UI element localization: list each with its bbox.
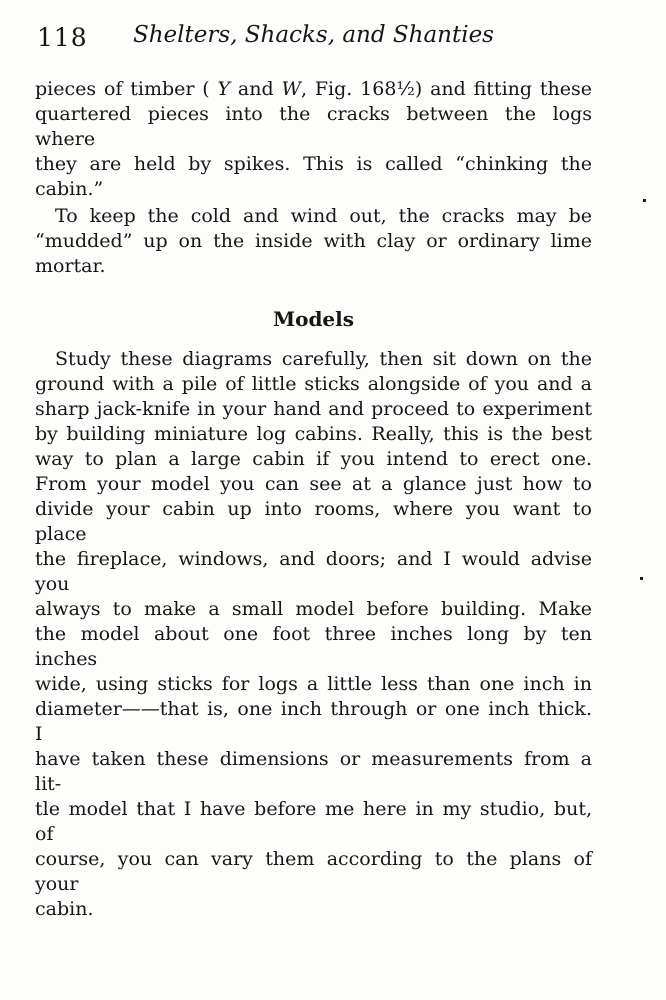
text-line: diameter——that is, one inch through or one inch thick. I <box>35 698 592 745</box>
paragraph-1 <box>35 77 592 202</box>
text-line: quartered pieces into the cracks between the logs where <box>35 103 592 150</box>
text-line: To keep the cold and wind out, the cracks may be <box>55 205 592 227</box>
text-segment: , Fig. 168½) and fitting these <box>301 78 592 100</box>
scan-speck <box>643 199 646 202</box>
italic-letter-w: W <box>281 78 301 100</box>
section-heading: Models <box>272 307 355 331</box>
running-title: Shelters, Shacks, and Shanties <box>132 22 494 48</box>
text-line: sharp jack-knife in your hand and proceed to experiment <box>35 398 592 420</box>
page-header <box>35 20 592 56</box>
text-line: way to plan a large cabin if you intend to erect one. <box>35 448 592 470</box>
text-line: always to make a small model before building. Make <box>35 598 592 620</box>
text-line: divide your cabin up into rooms, where you want to place <box>35 498 592 545</box>
text-line: tle model that I have before me here in my studio, but, of <box>35 798 592 845</box>
text-line: ground with a pile of little sticks alongside of you and a <box>35 373 592 395</box>
paragraph-3 <box>35 347 592 922</box>
text-line: course, you can vary them according to the plans of your <box>35 848 592 895</box>
text-line: cabin.” <box>35 178 104 200</box>
text-line: “mudded” up on the inside with clay or ordinary lime <box>35 230 592 252</box>
text-line: From your model you can see at a glance just how to <box>35 473 592 495</box>
text-line: mortar. <box>35 255 106 277</box>
text-line: the fireplace, windows, and doors; and I would advise you <box>35 548 592 595</box>
text-line: they are held by spikes. This is called “chinking the <box>35 153 592 175</box>
page-number: 118 <box>37 23 88 52</box>
scan-speck <box>640 577 643 580</box>
page-body <box>35 77 592 922</box>
text-line: Study these diagrams carefully, then sit down on the <box>55 348 592 370</box>
italic-letter-y: Y <box>217 78 231 100</box>
text-line: the model about one foot three inches long by ten inches <box>35 623 592 670</box>
text-segment: pieces of timber ( <box>35 78 218 100</box>
text-line: wide, using sticks for logs a little less than one inch in <box>35 673 592 695</box>
paragraph-2 <box>35 204 592 279</box>
text-line: by building miniature log cabins. Really, this is the best <box>35 423 592 445</box>
text-line <box>35 77 592 102</box>
text-line: cabin. <box>35 898 94 920</box>
text-line: have taken these dimensions or measurements from a lit- <box>35 748 592 795</box>
text-segment: and <box>230 78 282 100</box>
